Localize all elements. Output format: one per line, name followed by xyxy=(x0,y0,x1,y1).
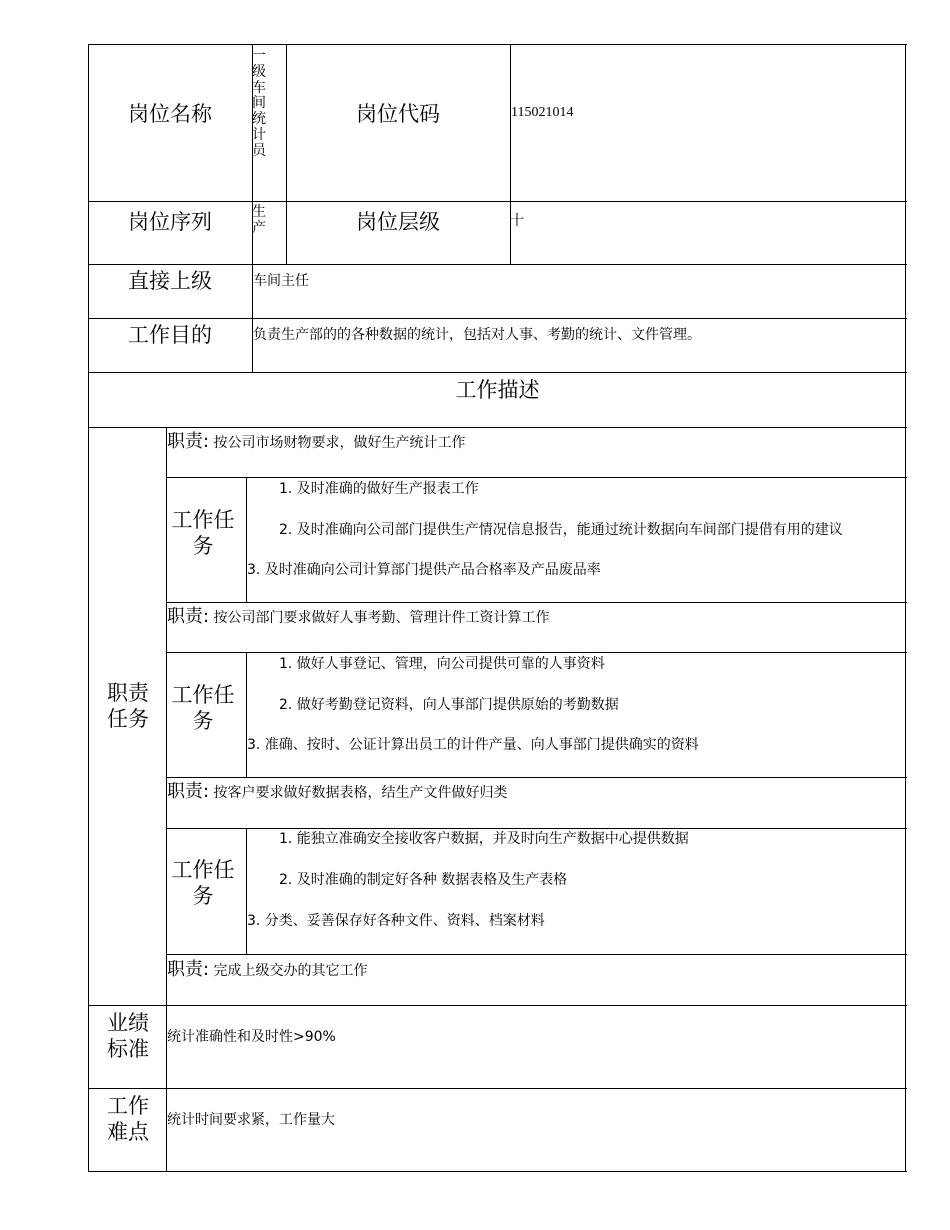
task-item: 2. 做好考勤登记资料，向人事部门提供原始的考勤数据 xyxy=(279,697,619,713)
performance-label: 业绩标准 xyxy=(107,1011,149,1061)
responsibility-prefix: 职责: xyxy=(167,606,210,627)
responsibility-prefix: 职责: xyxy=(167,781,210,802)
col-divider xyxy=(246,477,247,603)
col-divider xyxy=(510,44,511,265)
responsibility-text: 按客户要求做好数据表格，结生产文件做好归类 xyxy=(213,785,508,801)
col-divider xyxy=(246,652,247,778)
responsibility-prefix: 职责: xyxy=(167,431,210,452)
task-item: 3. 及时准确向公司计算部门提供产品合格率及产品废品率 xyxy=(247,562,601,578)
row-divider xyxy=(166,954,907,955)
position-level-value: 十 xyxy=(510,213,524,229)
responsibility-row xyxy=(167,783,508,802)
responsibility-prefix: 职责: xyxy=(167,959,210,980)
difficulty-value: 统计时间要求紧，工作量大 xyxy=(167,1112,335,1128)
row-divider xyxy=(88,1005,907,1006)
responsibility-text: 按公司市场财物要求，做好生产统计工作 xyxy=(213,435,466,451)
purpose-label: 工作目的 xyxy=(128,323,212,347)
row-divider xyxy=(88,1088,907,1089)
row-divider xyxy=(166,477,907,478)
supervisor-value: 车间主任 xyxy=(253,273,309,289)
position-code-label: 岗位代码 xyxy=(356,102,440,126)
task-label: 工作任务 xyxy=(171,683,235,733)
task-label: 工作任务 xyxy=(171,858,235,908)
row-divider xyxy=(166,602,907,603)
performance-value: 统计准确性和及时性>90% xyxy=(167,1029,336,1045)
task-label: 工作任务 xyxy=(171,508,235,558)
position-name-label: 岗位名称 xyxy=(128,102,212,126)
row-divider xyxy=(88,427,907,428)
row-divider xyxy=(88,201,907,202)
task-item: 3. 分类、妥善保存好各种文件、资料、档案材料 xyxy=(247,913,545,929)
responsibility-row xyxy=(167,433,466,452)
row-divider xyxy=(88,318,907,319)
table-border-top xyxy=(88,44,907,45)
task-item: 2. 及时准确的制定好各种 数据表格及生产表格 xyxy=(279,872,568,888)
position-name-value: 一级车间统计员 xyxy=(252,48,266,159)
task-item: 3. 准确、按时、公证计算出员工的计件产量、向人事部门提供确实的资料 xyxy=(247,737,699,753)
row-divider xyxy=(88,264,907,265)
task-item: 1. 及时准确的做好生产报表工作 xyxy=(279,481,479,497)
task-item: 1. 能独立准确安全接收客户数据，并及时向生产数据中心提供数据 xyxy=(279,831,689,847)
table-border-bottom xyxy=(88,1171,907,1172)
purpose-value: 负责生产部的的各种数据的统计，包括对人事、考勤的统计、文件管理。 xyxy=(253,327,701,343)
responsibility-text: 按公司部门要求做好人事考勤、管理计件工资计算工作 xyxy=(213,610,550,626)
row-divider xyxy=(166,777,907,778)
position-level-label: 岗位层级 xyxy=(356,210,440,234)
duties-section-label: 职责任务 xyxy=(107,681,149,731)
row-divider xyxy=(88,372,907,373)
task-item: 2. 及时准确向公司部门提供生产情况信息报告，能通过统计数据向车间部门提借有用的建议 xyxy=(279,522,843,538)
responsibility-row xyxy=(167,608,550,627)
job-description-title: 工作描述 xyxy=(455,378,540,402)
row-divider xyxy=(166,828,907,829)
supervisor-label: 直接上级 xyxy=(128,269,212,293)
table-border-right xyxy=(905,44,906,1172)
col-divider xyxy=(246,828,247,955)
task-item: 1. 做好人事登记、管理，向公司提供可靠的人事资料 xyxy=(279,656,605,672)
position-series-value: 生产 xyxy=(252,204,266,236)
responsibility-text: 完成上级交办的其它工作 xyxy=(213,963,368,979)
difficulty-label: 工作难点 xyxy=(107,1094,149,1144)
row-divider xyxy=(166,652,907,653)
position-code-value: 115021014 xyxy=(511,105,574,120)
position-series-label: 岗位序列 xyxy=(128,210,212,234)
responsibility-row xyxy=(167,961,368,980)
